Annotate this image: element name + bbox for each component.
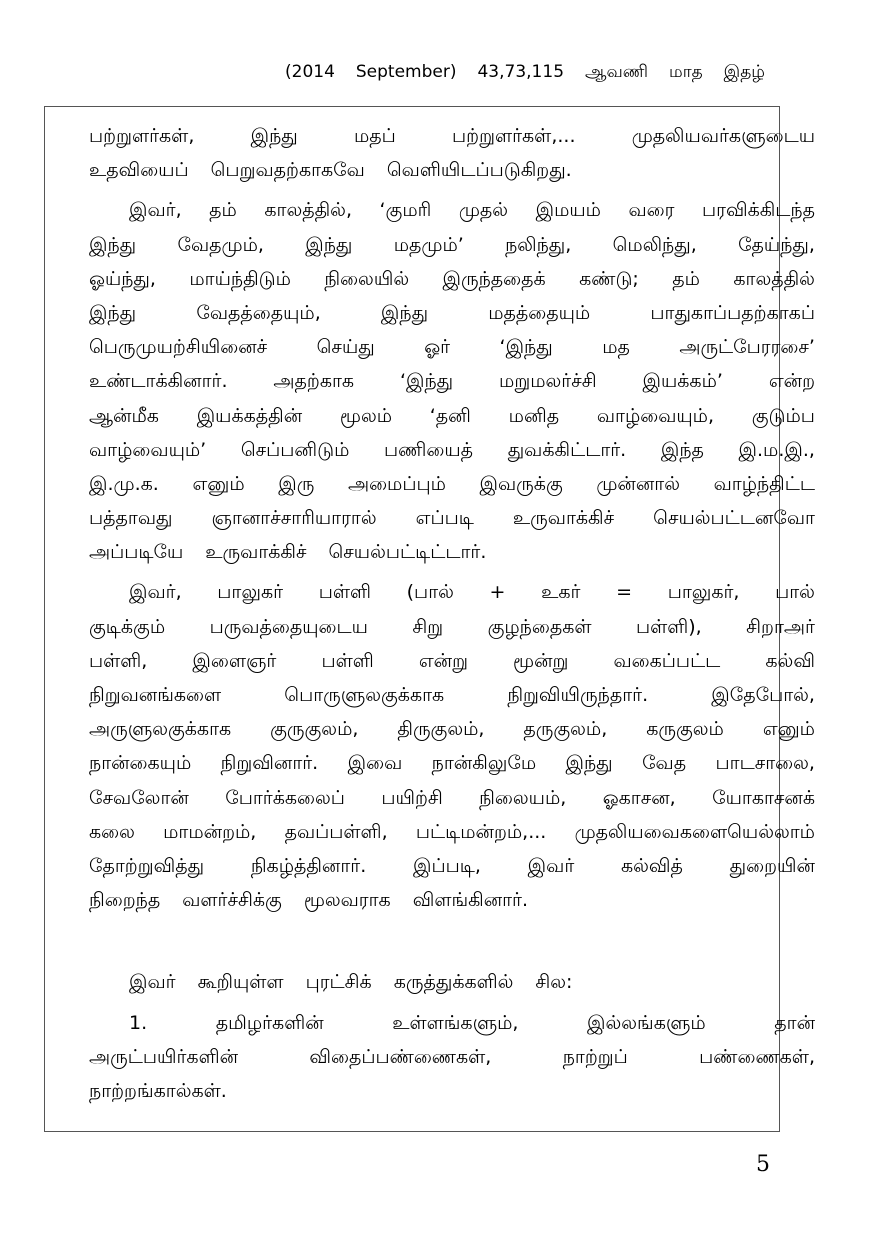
- text-line: நாற்றங்கால்கள்.: [89, 1079, 227, 1102]
- header-word: 43,73,115: [477, 62, 565, 82]
- paragraph: [89, 965, 815, 999]
- text-line: பள்ளி, இளைஞர் பள்ளி என்று மூன்று வகைப்பட்ட கல்வி: [89, 649, 815, 672]
- header-word: இதழ்: [723, 62, 765, 82]
- text-line: சேவலோன் போர்க்கலைப் பயிற்சி நிலையம், ஓகாசன, யோகாசனக்: [89, 786, 815, 809]
- page-number: 5: [756, 1152, 770, 1177]
- text-line: அப்படியே உருவாக்கிச் செயல்பட்டிட்டார்.: [89, 541, 487, 564]
- text-line: குடிக்கும் பருவத்தையுடைய சிறு குழந்தைகள் பள்ளி), சிறாஅர்: [89, 615, 815, 638]
- header-word: மாத: [669, 62, 703, 82]
- text-line: உதவியைப் பெறுவதற்காகவே வெளியிடப்படுகிறது.: [89, 159, 572, 182]
- text-line: உண்டாக்கினார். அதற்காக ‘இந்து மறுமலர்ச்சி இயக்கம்’ என்ற: [89, 370, 815, 393]
- text-line: இந்து வேதமும், இந்து மதமும்’ நலிந்து, மெலிந்து, தேய்ந்து,: [89, 233, 815, 256]
- article-text: [89, 119, 815, 1108]
- text-line: அருட்பயிர்களின் விதைப்பண்ணைகள், நாற்றுப் பண்ணைகள்,: [89, 1045, 815, 1068]
- text-line: தோற்றுவித்து நிகழ்த்தினார். இப்படி, இவர் கல்வித் துறையின்: [89, 854, 815, 877]
- header-word: ஆவணி: [585, 62, 649, 82]
- text-line: பத்தாவது ஞானாச்சாரியாரால் எப்படி உருவாக்கிச் செயல்பட்டனவோ: [89, 507, 815, 530]
- paragraph: [89, 575, 815, 917]
- text-line: நிறுவனங்களை பொருளுலகுக்காக நிறுவியிருந்தார். இதேபோல்,: [89, 684, 815, 706]
- text-line: நிறைந்த வளர்ச்சிக்கு மூலவராக விளங்கினார்.: [89, 889, 529, 912]
- text-line: ஆன்மீக இயக்கத்தின் மூலம் ‘தனி மனித வாழ்வையும், குடும்ப: [89, 404, 815, 427]
- text-line: நான்கையும் நிறுவினார். இவை நான்கிலுமே இந்து வேத பாடசாலை,: [89, 752, 815, 775]
- text-line: இவர், பாலுகர் பள்ளி (பால் + உகர் = பாலுகர், பால்: [129, 581, 815, 604]
- header-word: (2014: [285, 62, 335, 82]
- paragraph: [89, 119, 815, 187]
- article-frame: [44, 106, 815, 1132]
- text-line: இந்து வேதத்தையும், இந்து மதத்தையும் பாதுகாப்பதற்காகப்: [89, 301, 815, 324]
- text-line: 1. தமிழர்களின் உள்ளங்களும், இல்லங்களும் தான்: [129, 1011, 815, 1034]
- text-line: இவர் கூறியுள்ள புரட்சிக் கருத்துக்களில் சில:: [129, 971, 573, 994]
- text-line: பற்றுளர்கள், இந்து மதப் பற்றுளர்கள்,... முதலியவர்களுடைய: [89, 125, 815, 147]
- text-line: இ.மு.க. எனும் இரு அமைப்பும் இவருக்கு முன்னால் வாழ்ந்திட்ட: [89, 472, 815, 495]
- text-line: கலை மாமன்றம், தவப்பள்ளி, பட்டிமன்றம்,... முதலியவைகளையெல்லாம்: [89, 820, 815, 843]
- text-line: ஓய்ந்து, மாய்ந்திடும் நிலையில் இருந்ததைக் கண்டு; தம் காலத்தில்: [89, 267, 815, 290]
- paragraph: [89, 193, 815, 569]
- page-header: [285, 62, 765, 84]
- header-word: September): [355, 62, 457, 82]
- text-line: பெருமுயற்சியினைச் செய்து ஓர் ‘இந்து மத அருட்பேரரசை’: [89, 336, 815, 359]
- text-line: அருளுலகுக்காக குருகுலம், திருகுலம், தருகுலம், கருகுலம் எனும்: [89, 718, 815, 741]
- paragraph-gap: [89, 917, 815, 965]
- text-line: வாழ்வையும்’ செப்பனிடும் பணியைத் துவக்கிட்டார். இந்த இ.ம.இ.,: [89, 438, 815, 461]
- paragraph: [89, 1006, 815, 1109]
- text-line: இவர், தம் காலத்தில், ‘குமரி முதல் இமயம் வரை பரவிக்கிடந்த: [129, 199, 815, 222]
